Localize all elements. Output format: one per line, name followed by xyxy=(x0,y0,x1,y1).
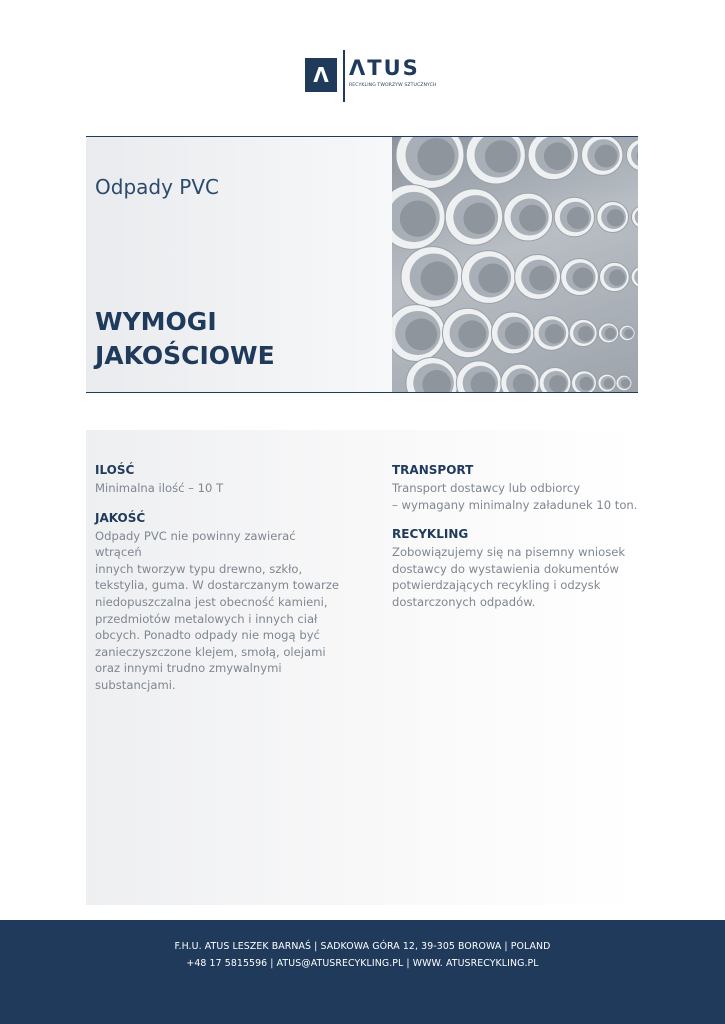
pipe-shadow xyxy=(519,205,546,232)
section-text-recykling: Zobowiązujemy się na pisemny wniosek dostawcy do wystawienia dokumentów potwierdzających recykling i odzysk dostarczonych odpadów. xyxy=(392,545,626,609)
page-subtitle: Odpady PVC xyxy=(95,175,219,199)
pipe-shadow xyxy=(607,209,624,226)
section-text-jakosc: Odpady PVC nie powinny zawierać wtrąceń innych tworzyw typu drewno, szkło, tekstylia, guma. W dostarczanym towarze niedopuszczalna jest obecność kamieni, przedmiotów metalowych i innych ciał obcych. Ponadto odpady nie mogą być zanieczyszczone klejem, smołą, olejami oraz innymi trudno zmywalnymi substancjami. xyxy=(95,528,340,692)
pipe-shadow xyxy=(400,201,436,237)
pvc-pipes-graphic xyxy=(392,137,638,392)
pipe-shadow xyxy=(567,207,589,229)
pipe-shadow xyxy=(573,268,594,289)
pipe-shadow xyxy=(478,264,508,294)
section-text-transport: Transport dostawcy lub odbiorcy – wymagany minimalny załadunek 10 ton. xyxy=(392,481,638,512)
requirements-right-column xyxy=(392,462,638,624)
page-title-line-1: WYMOGI xyxy=(95,307,217,336)
pipe-shadow xyxy=(417,138,454,175)
logo-name: ΛTUS xyxy=(349,56,420,80)
pipe-shadow xyxy=(579,377,593,391)
pipe-shadow xyxy=(578,326,593,341)
pipe-shadow xyxy=(604,378,614,388)
pipe-shadow xyxy=(544,142,572,170)
section-text-ilosc: Minimalna ilość – 10 T xyxy=(95,481,224,495)
section-heading-recykling: RECYKLING xyxy=(392,527,469,542)
pipe-shadow xyxy=(485,140,518,173)
footer-contact: +48 17 5815596 | ATUS@ATUSRECYKLING.PL | WWW. ATUSRECYKLING.PL xyxy=(186,958,539,969)
pipe-shadow xyxy=(529,266,554,291)
pipe-shadow xyxy=(624,329,633,338)
pipe-shadow xyxy=(545,324,564,343)
section-heading-transport: TRANSPORT xyxy=(392,463,474,477)
pipe-shadow xyxy=(595,145,618,168)
page-footer xyxy=(0,920,725,1024)
page-title xyxy=(95,305,375,373)
hero-banner xyxy=(86,136,638,393)
requirements-panel xyxy=(86,430,638,905)
section-heading-jakosc: JAKOŚĆ xyxy=(95,510,146,525)
requirements-left-column xyxy=(95,462,345,707)
pipe-shadow xyxy=(463,203,495,235)
footer-address: F.H.U. ATUS LESZEK BARNAŚ | SADKOWA GÓRA 12, 39-305 BOROWA | POLAND xyxy=(174,941,551,952)
logo-divider xyxy=(343,50,345,102)
pipe-shadow xyxy=(605,328,616,339)
logo-mark-icon: Λ xyxy=(305,58,337,92)
pipe-shadow xyxy=(609,270,625,286)
pipe-shadow xyxy=(405,319,437,351)
section-heading-ilosc: ILOŚĆ xyxy=(95,463,135,477)
pipe-shadow xyxy=(505,322,529,346)
logo-tagline: RECYKLING TWORZYW SZTUCZNYCH xyxy=(349,83,437,88)
page-title-line-2: JAKOŚCIOWE xyxy=(95,341,275,370)
pipe-shadow xyxy=(621,379,630,388)
pipe-shadow xyxy=(549,375,566,392)
pvc-pipes-image xyxy=(392,137,638,392)
pipe-shadow xyxy=(421,262,455,296)
pipe-shadow xyxy=(458,320,486,348)
